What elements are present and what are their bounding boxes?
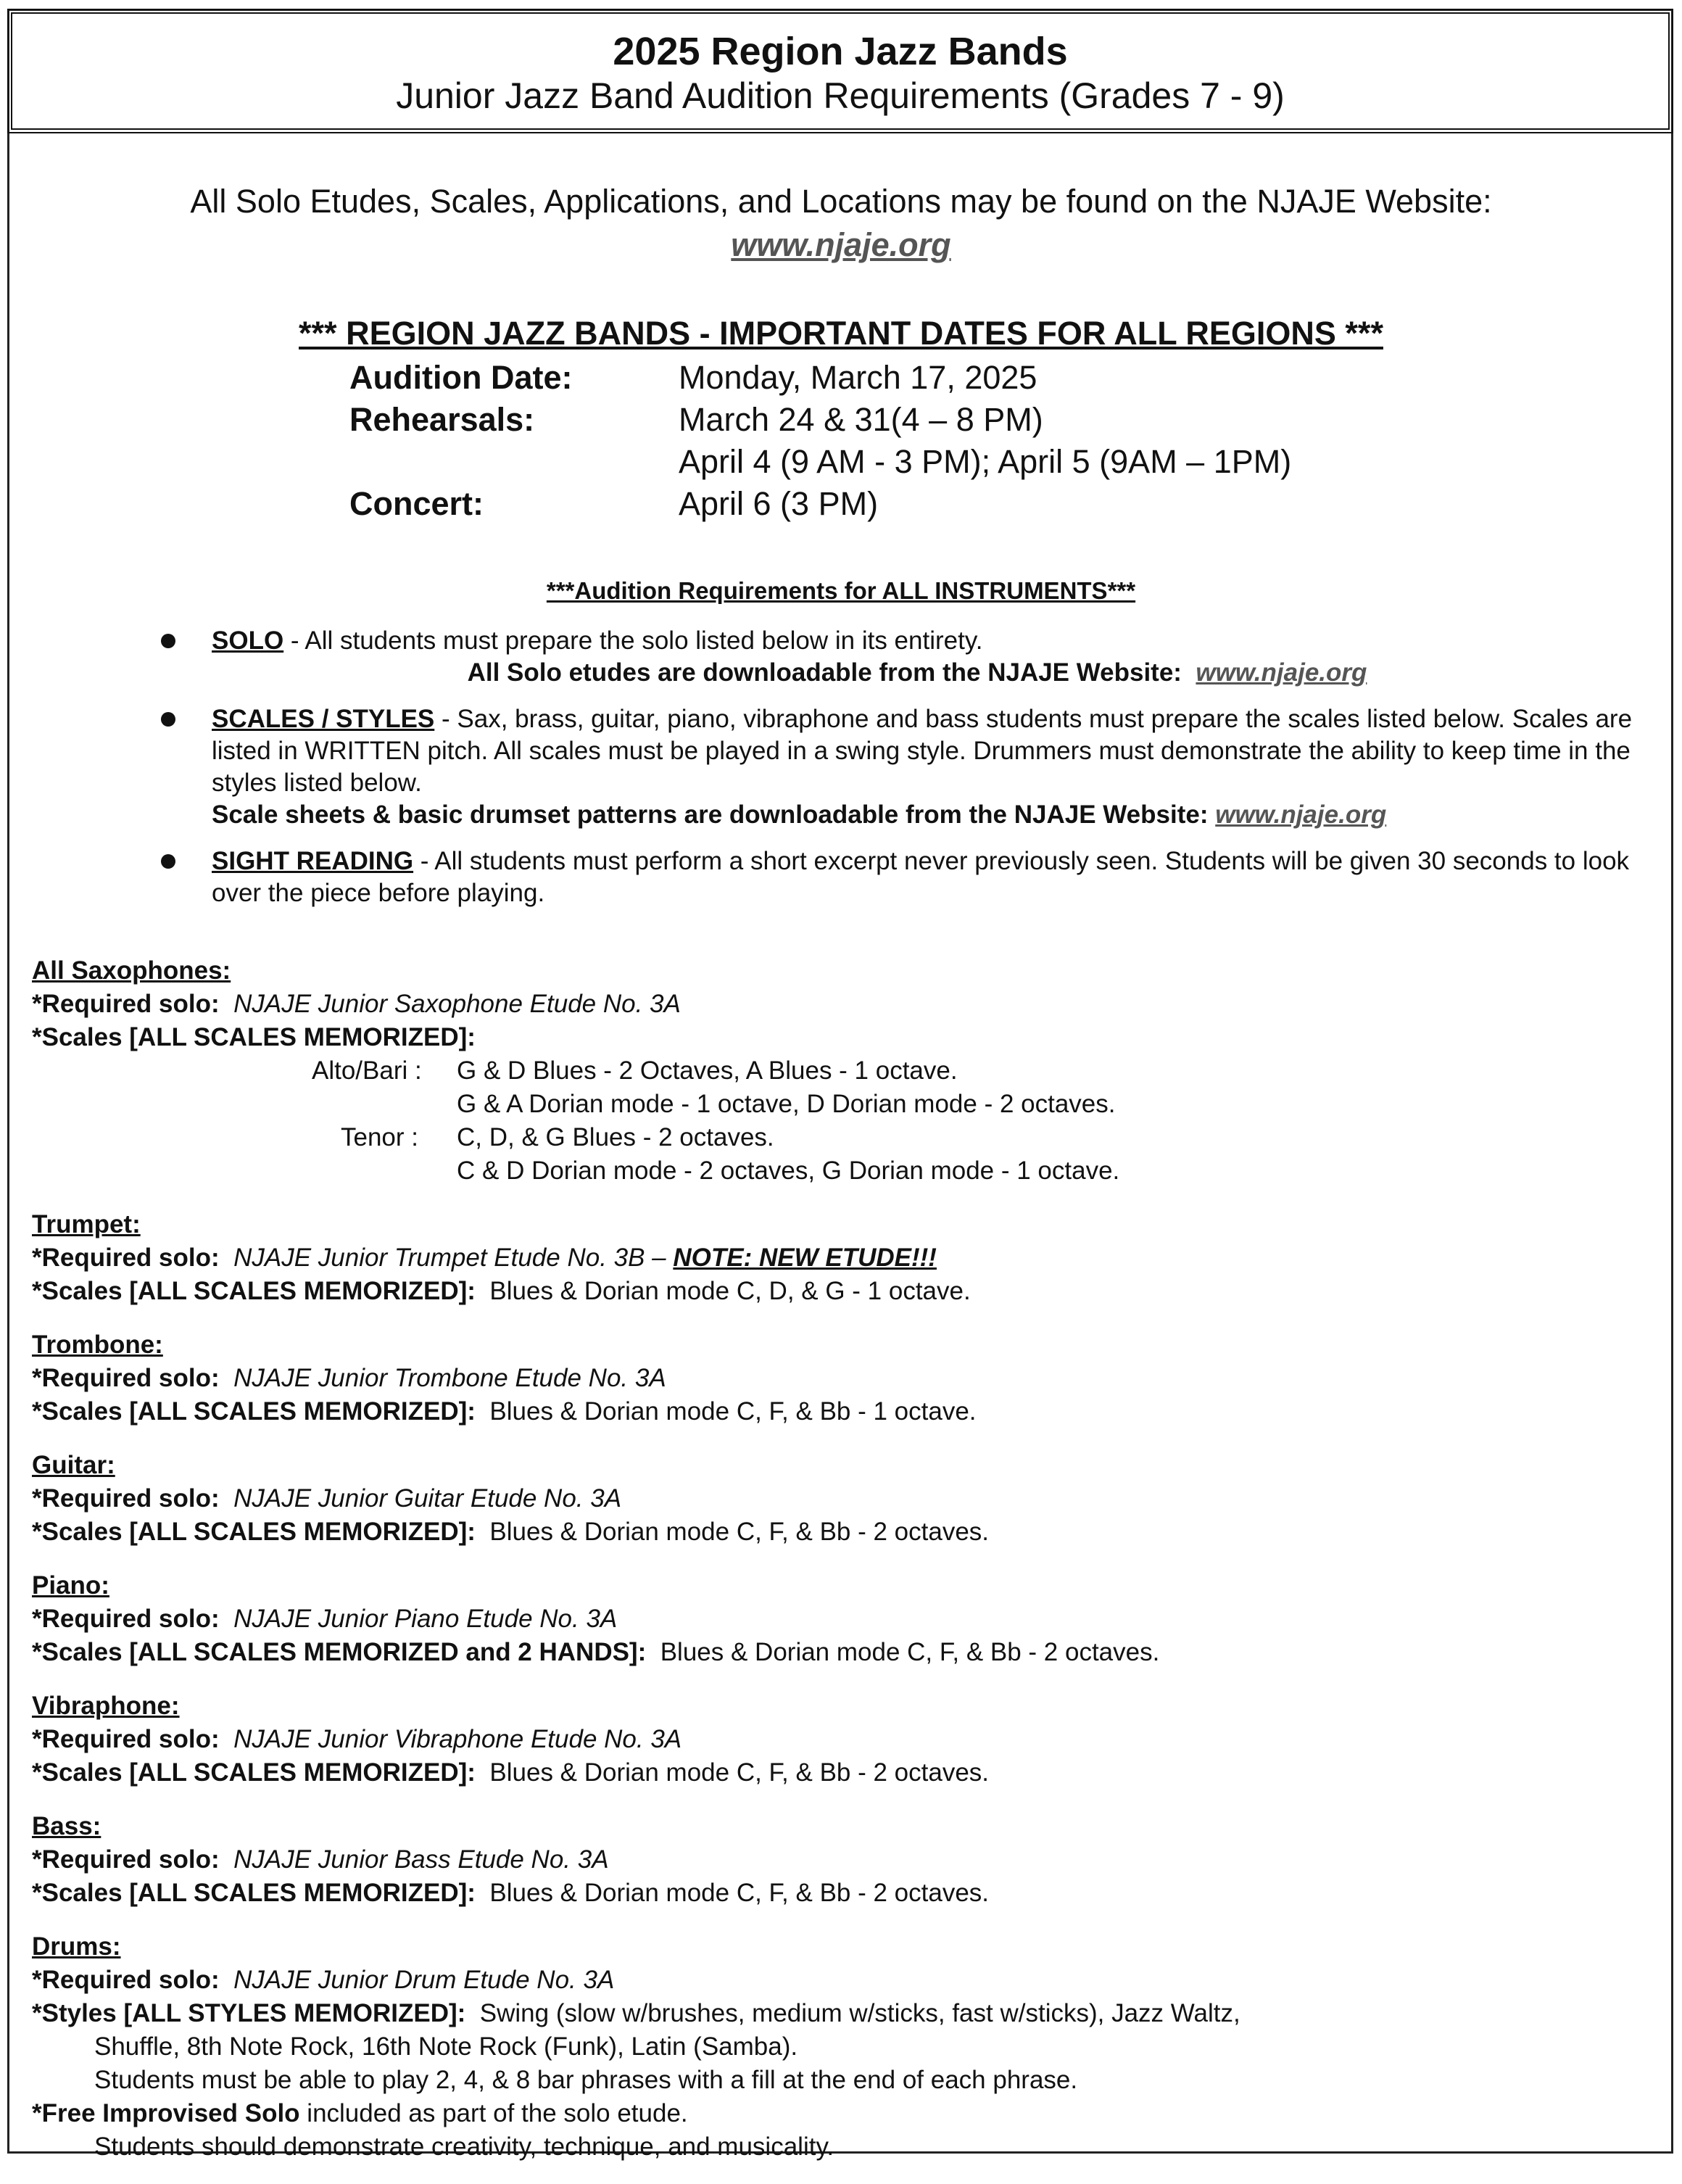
important-dates bbox=[349, 357, 1291, 525]
requirements-heading: ***Audition Requirements for ALL INSTRUMENTS*** bbox=[546, 577, 1136, 604]
section-guitar: Guitar: *Required solo: NJAJE Junior Guitar Etude No. 3A *Scales [ALL SCALES MEMORIZED]: Blues & Dorian mode C, F, & Bb - 2 octaves. bbox=[32, 1451, 990, 1546]
new-etude-alert: NOTE: NEW ETUDE!!! bbox=[673, 1244, 937, 1272]
section-drums: Drums: *Required solo: NJAJE Junior Drum Etude No. 3A *Styles [ALL STYLES MEMORIZED]: Swing (slow w/brushes, medium w/sticks, fast w/sticks), Jazz Waltz, Shuffle, 8th Note Rock, 16th Note Rock (Funk), Latin (Samba). Students must be able to play 2, 4, & 8 bar phrases with a fill at the end of each phrase. *Free Improvised Solo included as part of the solo etude. Students should demonstrate creativity, technique, and musicality. bbox=[32, 1932, 1240, 2161]
scales-website-link[interactable]: www.njaje.org bbox=[1215, 801, 1387, 829]
concert-row: Concert: April 6 (3 PM) bbox=[349, 485, 879, 522]
bullet-icon bbox=[161, 634, 175, 648]
intro-text: All Solo Etudes, Scales, Applications, and Locations may be found on the NJAJE Website: bbox=[190, 183, 1492, 220]
instrument-requirements bbox=[32, 954, 1663, 2184]
requirements-list bbox=[158, 625, 1666, 924]
section-trumpet: Trumpet: *Required solo: NJAJE Junior Trumpet Etude No. 3B – NOTE: NEW ETUDE!!! *Scales [ALL SCALES MEMORIZED]: Blues & Dorian mode C, D, & G - 1 octave. bbox=[32, 1210, 971, 1305]
bullet-icon bbox=[161, 712, 175, 727]
list-item-scales: SCALES / STYLES - Sax, brass, guitar, piano, vibraphone and bass students must prepare the scales listed below. Scales are listed in WRITTEN pitch. All scales must be played in a swing style. Drummers must demonstrate the ability to keep time in the styles listed below. Scale sheets & basic drumset patterns are downloadable from the NJAJE Website: www.njaje.org bbox=[158, 703, 1666, 831]
page-title: 2025 Region Jazz Bands bbox=[613, 30, 1068, 73]
audition-date-row: Audition Date: Monday, March 17, 2025 bbox=[349, 359, 1037, 396]
section-piano: Piano: *Required solo: NJAJE Junior Piano Etude No. 3A *Scales [ALL SCALES MEMORIZED and 2 HANDS]: Blues & Dorian mode C, F, & Bb - 2 octaves. bbox=[32, 1571, 1160, 1666]
dates-heading: *** REGION JAZZ BANDS - IMPORTANT DATES FOR ALL REGIONS *** bbox=[299, 315, 1383, 352]
solo-website-link[interactable]: www.njaje.org bbox=[1196, 658, 1367, 687]
website-link[interactable]: www.njaje.org bbox=[731, 226, 951, 263]
section-saxophones: All Saxophones: *Required solo: NJAJE Junior Saxophone Etude No. 3A *Scales [ALL SCALES MEMORIZED]: Alto/Bari : G & D Blues - 2 Octaves, A Blues - 1 octave. G & A Dorian mode - 1 octave, D Dorian mode - 2 octaves. Tenor : C, D, & G Blues - 2 octaves. C & D Dorian mode - 2 octaves, G Dorian mode - 1 octave. bbox=[32, 956, 1120, 1185]
list-item-sight-reading: SIGHT READING - All students must perform a short excerpt never previously seen. Students will be given 30 seconds to look over the piece before playing. bbox=[158, 845, 1666, 909]
section-bass: Bass: *Required solo: NJAJE Junior Bass Etude No. 3A *Scales [ALL SCALES MEMORIZED]: Blues & Dorian mode C, F, & Bb - 2 octaves. bbox=[32, 1812, 990, 1907]
intro bbox=[0, 180, 1682, 267]
section-vibraphone: Vibraphone: *Required solo: NJAJE Junior Vibraphone Etude No. 3A *Scales [ALL SCALES MEMORIZED]: Blues & Dorian mode C, F, & Bb - 2 octaves. bbox=[32, 1692, 990, 1787]
rehearsals-row: Rehearsals: March 24 & 31(4 – 8 PM) bbox=[349, 401, 1043, 438]
page-subtitle: Junior Jazz Band Audition Requirements (Grades 7 - 9) bbox=[396, 75, 1285, 116]
rehearsals-row-2: April 4 (9 AM - 3 PM); April 5 (9AM – 1PM) bbox=[679, 443, 1292, 480]
section-trombone: Trombone: *Required solo: NJAJE Junior Trombone Etude No. 3A *Scales [ALL SCALES MEMORIZED]: Blues & Dorian mode C, F, & Bb - 1 octave. bbox=[32, 1331, 977, 1426]
bullet-icon bbox=[161, 854, 175, 869]
title-box bbox=[7, 9, 1673, 133]
list-item-solo: SOLO - All students must prepare the solo listed below in its entirety. All Solo etudes are downloadable from the NJAJE Website: www.njaje.org bbox=[158, 625, 1666, 689]
